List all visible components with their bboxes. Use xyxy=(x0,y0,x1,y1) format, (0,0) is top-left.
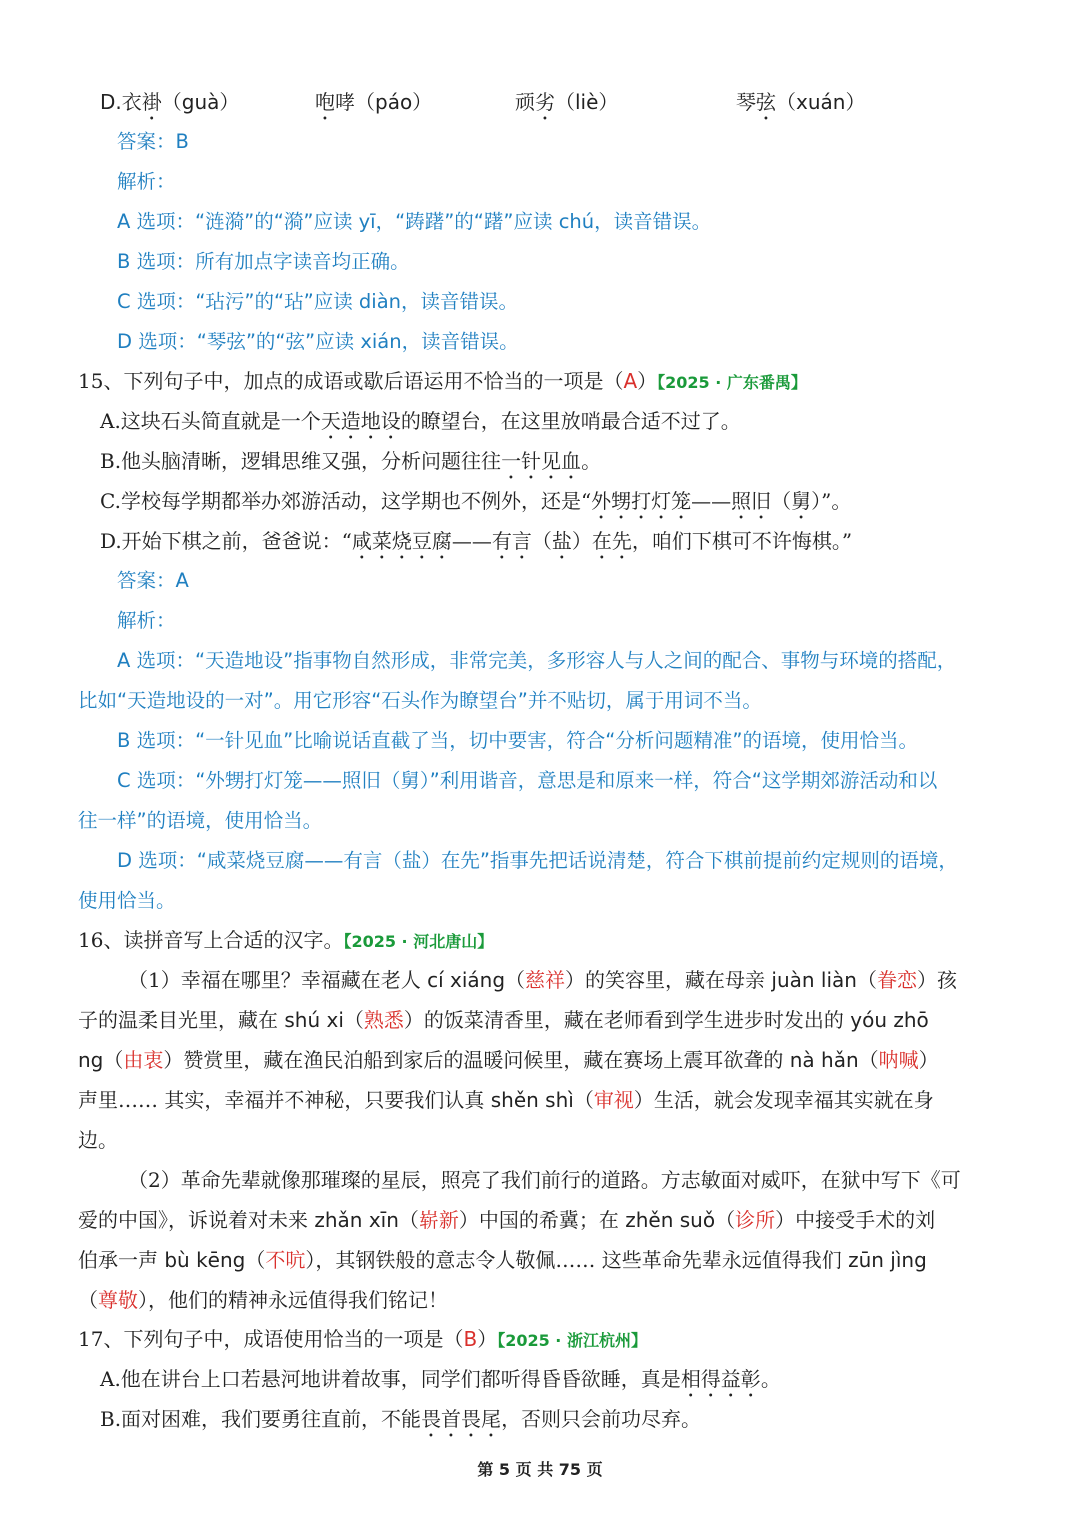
q16-part2-line: （尊敬），他们的精神永远值得我们铭记！ xyxy=(78,1288,448,1312)
answer-letter: A xyxy=(623,369,638,393)
question-text: 17、下列句子中，成语使用恰当的一项是（ xyxy=(78,1327,464,1351)
option-text: ，否则只会前功尽弃。 xyxy=(501,1407,702,1431)
option-text: A.这块石头简直就是一个 xyxy=(100,409,321,433)
option-text: B.他头脑清晰，逻辑思维又强，分析问题往往 xyxy=(100,449,502,473)
q17-stem xyxy=(78,1325,647,1355)
option-text: ，咱们下棋可不许悔棋。” xyxy=(631,529,853,553)
word-text: 顽 xyxy=(515,90,535,114)
option-text: 。 xyxy=(760,1367,781,1391)
option-label: D. xyxy=(100,90,122,114)
text: ，其钢铁般的意志令人敬佩…… 这些革命先辈永远值得我们 xyxy=(315,1248,849,1272)
answer-chars: 熟悉 xyxy=(363,1008,404,1032)
source-tag: 【2025 · 河北唐山】 xyxy=(343,932,494,951)
option-text: 。 xyxy=(581,449,602,473)
dotted-phrase: 相得益彰 xyxy=(680,1367,761,1391)
q16-part1-line: （1）幸福在哪里？幸福藏在老人 cí xiáng（慈祥）的笑容里，藏在母亲 juàn liàn（眷恋）孩 xyxy=(128,968,957,992)
q15-analysis-line: 使用恰当。 xyxy=(78,889,176,912)
q15-analysis-line: 比如“天造地设的一对”。用它形容“石头作为瞭望台”并不贴切，属于用词不当。 xyxy=(78,689,762,712)
pinyin: （xuán） xyxy=(776,90,866,114)
q16-part1-line: 子的温柔目光里，藏在 shú xi（熟悉）的饭菜清香里，藏在老师看到学生进步时发出的 yóu zhō xyxy=(78,1008,929,1032)
q15-answer: 答案：A xyxy=(117,569,189,592)
option-text: A.他在讲台上口若悬河地讲着故事，同学们都听得昏昏欲睡，真是 xyxy=(100,1367,681,1391)
pinyin: shěn shì xyxy=(490,1088,574,1112)
dotted-phrase: 一针见血 xyxy=(501,449,582,473)
q15-stem xyxy=(78,367,807,397)
q14-analysis-c: C 选项：“玷污”的“玷”应读 diàn，读音错误。 xyxy=(117,290,519,313)
text: 中接受手术的刘 xyxy=(795,1208,936,1232)
text: 伯承一声 xyxy=(78,1248,165,1272)
q15-analysis-line: 往一样”的语境，使用恰当。 xyxy=(78,809,323,832)
q14-analysis-d: D 选项：“琴弦”的“弦”应读 xián，读音错误。 xyxy=(117,330,519,353)
pinyin: （guà） xyxy=(161,90,240,114)
dotted-phrase: 天造地设 xyxy=(320,409,401,433)
answer-chars: 崭新 xyxy=(418,1208,459,1232)
answer-chars: 呐喊 xyxy=(878,1048,919,1072)
option-text: B.面对困难，我们要勇往直前，不能 xyxy=(100,1407,422,1431)
option-text: D.开始下棋之前，爸爸说：“ xyxy=(100,529,352,553)
answer-chars: 由衷 xyxy=(123,1048,164,1072)
pinyin: juàn liàn xyxy=(771,968,857,992)
text: 赞赏里，藏在渔民泊船到家后的温暖问候里，藏在赛场上震耳欲聋的 xyxy=(183,1048,790,1072)
pinyin: nà hǎn xyxy=(789,1048,859,1072)
q15-analysis-line: D 选项：“咸菜烧豆腐——有言（盐）在先”指事先把话说清楚，符合下棋前提前约定规则的语境， xyxy=(117,849,958,872)
q17-option-a xyxy=(100,1365,781,1402)
dotted-phrase: 畏首畏尾 xyxy=(421,1407,502,1431)
q16-part2-line xyxy=(128,1166,961,1194)
pinyin: zhěn suǒ xyxy=(625,1208,716,1232)
pinyin: zūn jìng xyxy=(848,1248,927,1272)
q16-stem xyxy=(78,926,493,956)
pinyin: bù kēng xyxy=(164,1248,246,1272)
dotted-phrase: 咸菜烧豆腐——有言（盐）在先 xyxy=(351,529,632,553)
q15-option-a xyxy=(100,407,741,444)
text: 中国的希冀；在 xyxy=(478,1208,626,1232)
answer-chars: 慈祥 xyxy=(525,968,566,992)
text: 声里…… 其实，幸福并不神秘，只要我们认真 xyxy=(78,1088,491,1112)
q15-option-b xyxy=(100,447,601,484)
option-text: 的瞭望台，在这里放哨最合适不过了。 xyxy=(400,409,741,433)
text: 子的温柔目光里，藏在 xyxy=(78,1008,285,1032)
word-text: 衣 xyxy=(121,90,142,114)
q15-analysis-line: C 选项：“外甥打灯笼——照旧（舅）”利用谐音，意思是和原来一样，符合“这学期郊游活动和以 xyxy=(117,769,938,792)
dotted-phrase: 外甥打灯笼——照旧（舅） xyxy=(591,489,822,513)
answer-chars: 尊敬 xyxy=(98,1288,138,1312)
answer-letter: B xyxy=(463,1327,478,1351)
dotted-char: 褂 xyxy=(141,90,162,114)
q15-analysis-line: B 选项：“一针见血”比喻说话直截了当，切中要害，符合“分析问题精准”的语境，使用恰当。 xyxy=(117,729,918,752)
q15-analysis-line: A 选项：“天造地设”指事物自然形成，非常完美，多形容人与人之间的配合、事物与环境的搭配， xyxy=(117,649,957,672)
q16-part1-line: 声里…… 其实，幸福并不神秘，只要我们认真 shěn shì（审视）生活，就会发现幸福其实就在身 xyxy=(78,1088,934,1112)
word-text: 琴 xyxy=(736,90,756,114)
q16-part1-line xyxy=(78,1126,118,1154)
question-text: 15、下列句子中，加点的成语或歇后语运用不恰当的一项是（ xyxy=(78,369,624,393)
pinyin: ng xyxy=(78,1048,104,1072)
source-tag: 【2025 · 浙江杭州】 xyxy=(497,1331,647,1350)
source-tag: 【2025 · 广东番禺】 xyxy=(657,373,807,392)
text: 孩 xyxy=(936,968,957,992)
q14-analysis-label: 解析： xyxy=(117,170,176,193)
pinyin: （páo） xyxy=(355,90,433,114)
answer-chars: 审视 xyxy=(593,1088,634,1112)
q14-analysis-b: B 选项：所有加点字读音均正确。 xyxy=(117,250,410,273)
option-text: C.学校每学期都举办郊游活动，这学期也不例外，还是“ xyxy=(100,489,592,513)
answer-chars: 不吭 xyxy=(265,1248,306,1272)
text: （1）幸福在哪里？幸福藏在老人 xyxy=(128,968,428,992)
q16-part2-line: 爱的中国》，诉说着对未来 zhǎn xīn（崭新）中国的希冀；在 zhěn suǒ（诊所）中接受手术的刘 xyxy=(78,1208,936,1232)
option-text: ”。 xyxy=(821,489,852,513)
answer-chars: 诊所 xyxy=(735,1208,776,1232)
text: 的饭菜清香里，藏在老师看到学生进步时发出的 xyxy=(423,1008,851,1032)
q14-option-d xyxy=(100,88,866,125)
text: 生活，就会发现幸福其实就在身 xyxy=(653,1088,934,1112)
question-text: ） xyxy=(477,1327,498,1351)
word-text: 哮 xyxy=(335,90,355,114)
answer-chars: 眷恋 xyxy=(876,968,917,992)
text: 边。 xyxy=(78,1128,118,1152)
q14-answer: 答案：B xyxy=(117,130,189,153)
q15-analysis-label: 解析： xyxy=(117,609,176,632)
pinyin: yóu zhō xyxy=(850,1008,929,1032)
text: 的笑容里，藏在母亲 xyxy=(585,968,772,992)
pinyin: cí xiáng xyxy=(427,968,506,992)
q14-analysis-a: A 选项：“涟漪”的“漪”应读 yī，“踌躇”的“躇”应读 chú，读音错误。 xyxy=(117,210,712,233)
question-text: ） xyxy=(637,369,658,393)
dotted-char: 咆 xyxy=(315,90,335,114)
question-text: 16、读拼音写上合适的汉字。 xyxy=(78,928,344,952)
q17-option-b xyxy=(100,1405,701,1442)
dotted-char: 劣 xyxy=(535,90,555,114)
q15-option-c xyxy=(100,487,851,524)
pinyin: zhǎn xīn xyxy=(314,1208,399,1232)
page-number: 第 5 页 共 75 页 xyxy=(477,1460,603,1479)
q16-part1-line: ng（由衷）赞赏里，藏在渔民泊船到家后的温暖问候里，藏在赛场上震耳欲聋的 nà hǎn（呐喊） xyxy=(78,1048,939,1072)
text: （2）革命先辈就像那璀璨的星辰，照亮了我们前行的道路。方志敏面对威吓，在狱中写下《可 xyxy=(128,1168,961,1192)
q15-option-d xyxy=(100,527,852,564)
pinyin: shú xi xyxy=(284,1008,344,1032)
pinyin: （liè） xyxy=(555,90,619,114)
dotted-char: 弦 xyxy=(756,90,776,114)
text: ，他们的精神永远值得我们铭记！ xyxy=(148,1288,448,1312)
q16-part2-line: 伯承一声 bù kēng（不吭），其钢铁般的意志令人敬佩…… 这些革命先辈永远值得我们 zūn jìng xyxy=(78,1248,927,1272)
text: 爱的中国》，诉说着对未来 xyxy=(78,1208,315,1232)
